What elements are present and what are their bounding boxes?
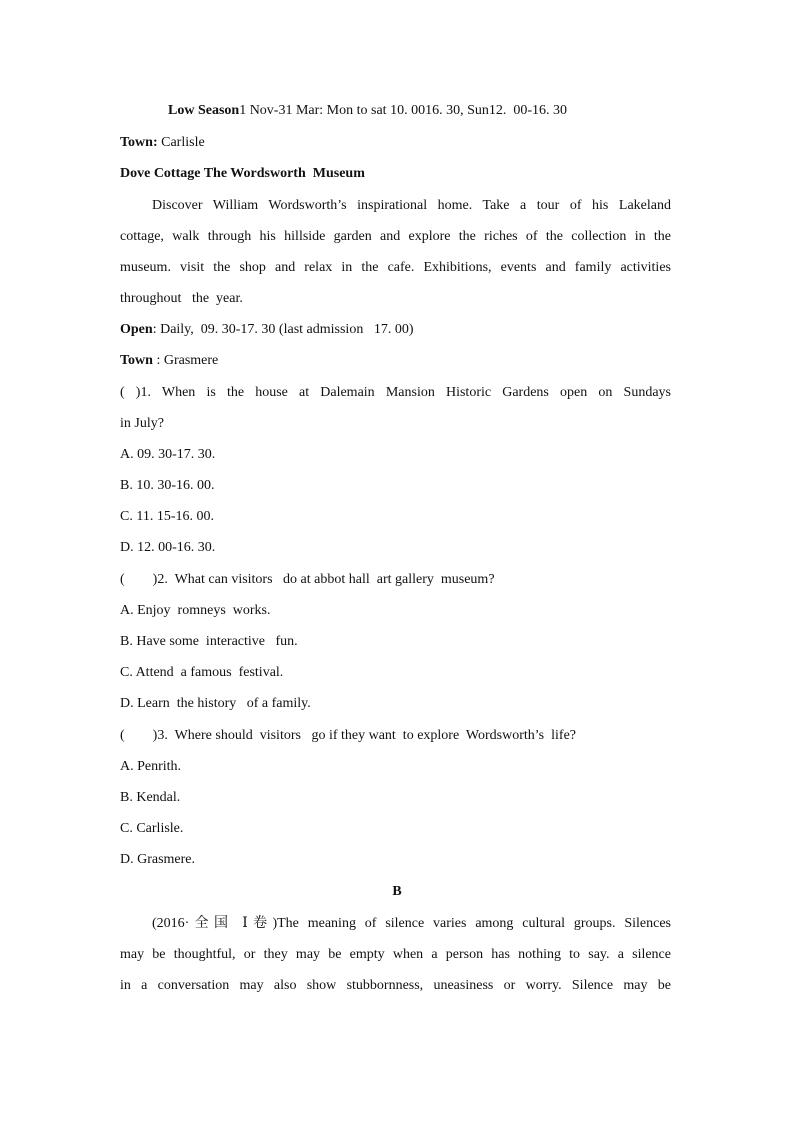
answer-option: D. 12. 00-16. 30. <box>120 540 216 555</box>
description-line: throughout the year. <box>120 291 243 306</box>
answer-option: C. Carlisle. <box>120 821 184 836</box>
low-season-hours: 1 Nov-31 Mar: Mon to sat 10. 0016. 30, Sun12. 00-16. 30 <box>239 103 568 118</box>
answer-option: B. Kendal. <box>120 790 181 805</box>
town-value: : Grasmere <box>152 353 219 368</box>
open-label: Open <box>120 322 153 337</box>
low-season-line <box>168 101 567 121</box>
question-stem: in July? <box>120 416 164 431</box>
question-stem: ( )3. Where should visitors go if they want to explore Wordsworth’s life? <box>120 728 576 743</box>
description-line: cottage, walk through his hillside garden and explore the riches of the collection in the <box>120 229 671 244</box>
answer-option: B. 10. 30-16. 00. <box>120 478 215 493</box>
town-value: Carlisle <box>157 135 205 150</box>
answer-option: C. Attend a famous festival. <box>120 665 284 680</box>
answer-option: D. Grasmere. <box>120 852 196 867</box>
passage-line: (2016·全国 Ⅰ卷)The meaning of silence varies among cultural groups. Silences <box>152 916 671 931</box>
low-season-label: Low Season <box>168 103 240 118</box>
answer-option: C. 11. 15-16. 00. <box>120 509 214 524</box>
passage-line: in a conversation may also show stubbornness, uneasiness or worry. Silence may be <box>120 978 671 993</box>
answer-option: B. Have some interactive fun. <box>120 634 298 649</box>
description-line: Discover William Wordsworth’s inspirational home. Take a tour of his Lakeland <box>152 198 671 213</box>
question-stem: ( )2. What can visitors do at abbot hall art gallery museum? <box>120 572 495 587</box>
answer-option: D. Learn the history of a family. <box>120 696 311 711</box>
answer-option: A. 09. 30-17. 30. <box>120 447 216 462</box>
open-value: : Daily, 09. 30-17. 30 (last admission 17. 00) <box>152 322 414 337</box>
carlisle-town-line <box>120 133 205 153</box>
answer-option: A. Enjoy romneys works. <box>120 603 271 618</box>
description-line: museum. visit the shop and relax in the cafe. Exhibitions, events and family activities <box>120 260 671 275</box>
answer-option: A. Penrith. <box>120 759 182 774</box>
section-heading: B <box>392 884 402 899</box>
dove-cottage-title: Dove Cottage The Wordsworth Museum <box>120 166 365 181</box>
passage-line: may be thoughtful, or they may be empty when a person has nothing to say. a silence <box>120 947 671 962</box>
open-hours-line <box>120 320 413 340</box>
town-label: Town: <box>120 135 158 150</box>
grasmere-town-line <box>120 351 218 371</box>
town-label: Town <box>120 353 153 368</box>
question-stem: ( )1. When is the house at Dalemain Mansion Historic Gardens open on Sundays <box>120 385 671 400</box>
